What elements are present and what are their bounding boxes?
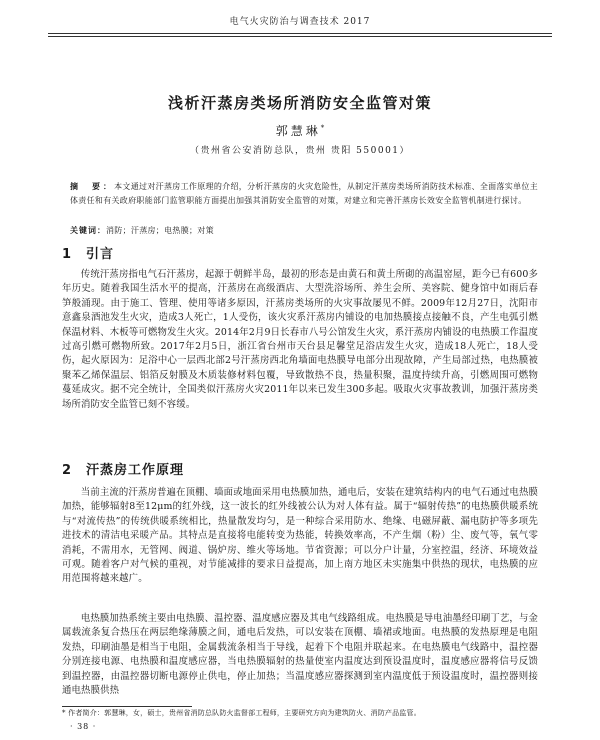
- paragraph-intro: 传统汗蒸房指电气石汗蒸房，起源于朝鲜半岛，最初的形态是由黄石和黄土所砌的高温窑屋，距今已有600多年历史。随着我国生活水平的提高，汗蒸房在高级酒店、大型洗浴场所、养生会所、美容院、健身馆中如雨后春笋般涌现。由于施工、管理、使用等诸多原因，汗蒸房类场所的火灾事故屡见不鲜。2009年12月27日，沈阳市意鑫泉酒池发生火灾，造成3人死亡，1人受伤，该火灾系汗蒸房内铺设的电加热膜接点接触不良，产生电弧引燃保温材料、木板等可燃物发生火灾。2014年2月9日长春市八号公馆发生火灾，系汗蒸房内铺设的电热膜工作温度过高引燃可燃物所致。2017年2月5日，浙江省台州市天台县足馨堂足浴店发生火灾，造成18人死亡，18人受伤，起火原因为：足浴中心一层西北部2号汗蒸房西北角墙面电热膜导电部分出现故障，产生局部过热，电热膜被聚苯乙烯保温层、铝箔反射膜及木质装修材料包覆，导致散热不良，热量积聚，温度持续升高，引燃周围可燃物蔓延成灾。据不完全统计，全国类似汗蒸房火灾2011年以来已发生300多起。吸取火灾事故教训，加强汗蒸房类场所消防安全监管已刻不容缓。: [62, 269, 538, 410]
- keywords-label: 关键词：: [70, 226, 106, 235]
- page-number: · 38 ·: [70, 722, 97, 731]
- header-rule: [48, 33, 552, 34]
- abstract-text: 本文通过对汗蒸房工作原理的介绍，分析汗蒸房的火灾危险性，从制定汗蒸房类场所消防技术标准、全面落实单位主体责任和有关政府职能部门监管职能方面提出加强其消防安全监管的对策，对建立和完善汗蒸房长效安全监管机制进行探讨。: [70, 182, 539, 205]
- keywords: [70, 225, 538, 237]
- keywords-text: 消防；汗蒸房；电热膜；对策: [106, 226, 214, 235]
- abstract-label: 摘 要：: [70, 182, 115, 191]
- author-name: 郭慧琳: [275, 124, 321, 138]
- section-title: 汗蒸房工作原理: [86, 463, 185, 478]
- abstract: [70, 180, 538, 208]
- section-number: 2: [62, 463, 73, 478]
- author-footnote: * 作者简介：郭慧琳，女，硕士，贵州省消防总队防火监督部工程师，主要研究方向为建筑防火、消防产品监管。: [62, 709, 421, 717]
- section-heading-principle: [62, 459, 184, 478]
- header-rule-thin: [48, 36, 552, 37]
- journal-header: 电气火灾防治与调查技术 2017: [229, 17, 371, 27]
- affiliation: （贵州省公安消防总队，贵州 贵阳 550001）: [189, 146, 411, 156]
- section-title: 引言: [86, 247, 115, 262]
- section-number: 1: [62, 247, 73, 262]
- author-footnote-mark: *: [320, 124, 325, 132]
- paper-title: 浅析汗蒸房类场所消防安全监管对策: [167, 94, 432, 112]
- paragraph-principle-2: 电热膜加热系统主要由电热膜、温控器、温度感应器及其电气线路组成。电热膜是导电油墨经印刷丁艺，与金属载流条复合热压在两层绝缘薄膜之间，通电后发热，可以安装在顶棚、墙裙或地面。电热膜的发热原理是电阻发热，印刷油墨是相当于电阻，金属载流条相当于导线，起着下个电阻并联起来。在电热膜电气线路中，温控器分别连接电源、电热膜和温度感应器，当电热膜辐射的热量使室内温度达到预设温度时，温度感应器将信号反馈到温控器，由温控器切断电源停止供电，停止加热；当温度感应器探测到室内温度低于预设温度时，温控器则接通电热膜供热: [62, 613, 539, 697]
- section-heading-intro: [62, 243, 114, 262]
- footnote-rule: [62, 706, 192, 707]
- paragraph-principle-1: 当前主流的汗蒸房普遍在顶棚、墙面或地面采用电热膜加热，通电后，安装在建筑结构内的电气石通过电热膜加热，能够辐射8至12μm的红外线，这一波长的红外线被公认为对人体有益。属于“辐射传热”的电热膜供暖系统与“对流传热”的传统供暖系统相比，热量散发均匀，是一种综合采用防水、绝缘、电磁屏蔽、漏电防护等多项先进技术的清洁电采暖产品。其特点是直接将电能转变为热能，转换效率高，不产生烟（粉）尘、废气等，氧气零消耗，不需用水，无管网、阀道、锅炉房、维火等场地。节省资源；可以分户计量，分室控温，经济、环境效益可观。随着客户对气候的重视，对节能减排的要求日益提高，加上南方地区未实施集中供热的现状，电热膜的应用范围将越来越广。: [62, 487, 539, 585]
- author-line: [0, 122, 600, 139]
